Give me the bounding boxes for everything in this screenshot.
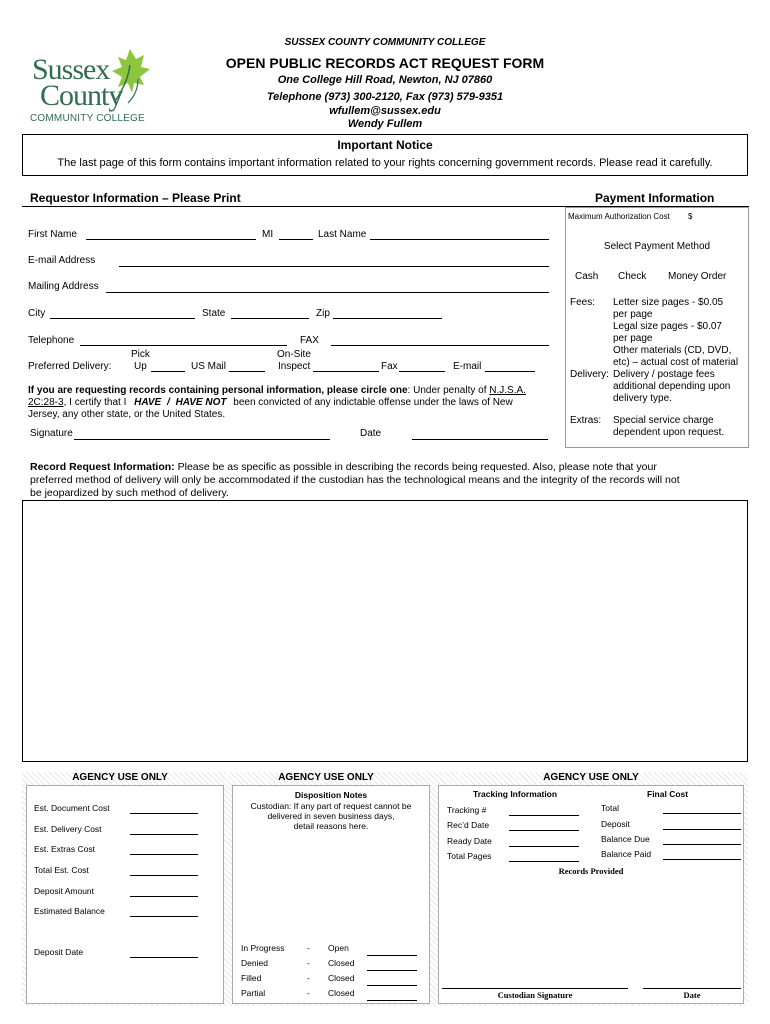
cost-field[interactable] (130, 916, 198, 917)
cost-field[interactable] (130, 957, 198, 958)
status-label: Filled (241, 973, 262, 983)
cost-label: Est. Delivery Cost (34, 824, 102, 834)
fax-option: Fax (381, 361, 398, 372)
email-label: E-mail Address (28, 255, 96, 266)
final-label: Total (601, 803, 619, 813)
logo-word-county: County (40, 79, 123, 112)
extras-line: dependent upon request. (613, 427, 725, 438)
inspect-field[interactable] (313, 371, 379, 372)
important-notice (22, 134, 748, 176)
tracking-label: Tracking # (447, 805, 487, 815)
cost-label: Est. Extras Cost (34, 844, 95, 854)
tracking-field[interactable] (509, 830, 579, 831)
last-name-label: Last Name (318, 229, 367, 240)
have-option[interactable]: HAVE (134, 397, 162, 408)
final-field[interactable] (663, 813, 741, 814)
status-dash: - (307, 988, 310, 998)
tracking-label: Rec’d Date (447, 820, 490, 830)
onsite-label: On-Site (277, 349, 311, 360)
delivery-line: delivery type. (613, 393, 672, 404)
status-label: Denied (241, 958, 268, 968)
cost-field[interactable] (130, 834, 198, 835)
extras-list (613, 415, 724, 439)
have-slash: / (167, 397, 170, 408)
form-title: OPEN PUBLIC RECORDS ACT REQUEST FORM (225, 55, 545, 71)
certify-text: , I certify that I (63, 397, 127, 408)
tracking-field[interactable] (509, 846, 579, 847)
zip-label: Zip (316, 308, 330, 319)
njsa-text: N.J.S.A. (489, 385, 526, 396)
fees-label: Fees: (570, 297, 596, 308)
date-label: Date (360, 428, 382, 439)
first-name-label: First Name (28, 229, 77, 240)
fax-field[interactable] (331, 345, 549, 346)
state-label: State (202, 308, 226, 319)
status-value: Closed (328, 973, 355, 983)
offense-text: been convicted of any indictable offense under the laws of New (233, 397, 513, 408)
pick-label: Pick (131, 349, 150, 360)
usmail-option: US Mail (191, 361, 227, 372)
college-name: SUSSEX COUNTY COMMUNITY COLLEGE (284, 37, 486, 48)
pay-check[interactable]: Check (618, 271, 647, 282)
max-auth-dollar: $ (688, 212, 693, 221)
status-dash: - (307, 973, 310, 983)
payment-title: Payment Information (595, 191, 715, 205)
telephone-field[interactable] (80, 345, 287, 346)
mi-field[interactable] (279, 239, 313, 240)
custodian-date-field[interactable] (643, 988, 741, 989)
agency-title-2: AGENCY USE ONLY (278, 772, 374, 783)
fax-option-field[interactable] (399, 371, 445, 372)
fax-label: FAX (300, 335, 319, 346)
extras-label: Extras: (570, 415, 602, 426)
delivery-list (613, 369, 730, 405)
status-label: Partial (241, 988, 266, 998)
inspect-option: Inspect (278, 361, 311, 372)
logo-sub: COMMUNITY COLLEGE (30, 113, 145, 124)
custodian-signature-label: Custodian Signature (497, 990, 573, 1000)
signature-label: Signature (30, 428, 73, 439)
final-field[interactable] (663, 859, 741, 860)
contact-email: wfullem@sussex.edu (329, 105, 441, 117)
tracking-title: Tracking Information (473, 789, 558, 799)
cost-field[interactable] (130, 896, 198, 897)
usmail-field[interactable] (229, 371, 265, 372)
tracking-field[interactable] (509, 815, 579, 816)
fee-line: Legal size pages - $0.07 (613, 321, 722, 332)
have-not-option[interactable]: HAVE NOT (175, 397, 227, 408)
max-auth-label: Maximum Authorization Cost (568, 212, 670, 221)
cost-label: Deposit Date (34, 947, 84, 957)
cost-field[interactable] (130, 813, 198, 814)
final-cost-title: Final Cost (647, 789, 689, 799)
college-logo (30, 45, 170, 127)
record-request-label: Record Request Information: (30, 461, 175, 473)
final-label: Balance Due (601, 834, 650, 844)
final-label: Deposit (601, 819, 630, 829)
agency-cost-panel (26, 785, 224, 1004)
statute-text: 2C:28-3 (28, 397, 64, 408)
fees-list (613, 297, 738, 369)
cost-label: Estimated Balance (34, 906, 105, 916)
pay-money-order[interactable]: Money Order (668, 271, 727, 282)
disposition-title: Disposition Notes (294, 790, 368, 800)
delivery-line: additional depending upon (613, 381, 731, 392)
payment-box (565, 207, 749, 448)
delivery-label: Delivery: (570, 369, 609, 380)
tracking-label: Ready Date (447, 836, 492, 846)
delivery-line: Delivery / postage fees (613, 369, 715, 380)
custodian-date-label: Date (683, 990, 701, 1000)
final-field[interactable] (663, 829, 741, 830)
logo-word-sussex: Sussex (32, 53, 110, 86)
personal-info-line1 (28, 385, 526, 396)
final-label: Balance Paid (601, 849, 652, 859)
agency-tracking-panel (438, 785, 744, 1004)
cost-label: Total Est. Cost (34, 865, 89, 875)
city-field[interactable] (50, 318, 195, 319)
status-value: Closed (328, 988, 355, 998)
email-field[interactable] (119, 266, 549, 267)
pickup-field[interactable] (151, 371, 185, 372)
record-request-textarea[interactable] (22, 500, 748, 762)
status-field[interactable] (367, 955, 417, 956)
disposition-text (233, 801, 429, 831)
personal-info-line2 (28, 397, 513, 408)
state-field[interactable] (231, 318, 309, 319)
contact-name: Wendy Fullem (347, 118, 423, 130)
disposition-line: detail reasons here. (293, 821, 369, 831)
fee-line: etc) – actual cost of material (613, 357, 739, 368)
notice-title: Important Notice (337, 138, 433, 152)
agency-title-3: AGENCY USE ONLY (543, 772, 639, 783)
status-value: Closed (328, 958, 355, 968)
email-option-field[interactable] (485, 371, 535, 372)
personal-info-rest: : Under penalty of (407, 385, 487, 396)
zip-field[interactable] (333, 318, 442, 319)
fee-line: per page (613, 309, 653, 320)
agency-disposition-panel (232, 785, 430, 1004)
final-field[interactable] (663, 844, 741, 845)
cost-label: Est. Document Cost (34, 803, 110, 813)
cost-field[interactable] (130, 854, 198, 855)
status-label: In Progress (241, 943, 285, 953)
mi-label: MI (262, 229, 274, 240)
select-payment-label: Select Payment Method (603, 241, 711, 252)
address: One College Hill Road, Newton, NJ 07860 (277, 74, 493, 86)
record-request-line2: preferred method of delivery will only be accommodated if the custodian has the technological means and the integrity of the records will not (30, 474, 680, 486)
date-field[interactable] (412, 439, 548, 440)
disposition-line: Custodian: If any part of request cannot be (250, 801, 412, 811)
phone-fax: Telephone (973) 300-2120, Fax (973) 579-9351 (266, 91, 504, 103)
record-request-line3: be jeopardized by such method of delivery. (30, 487, 229, 499)
cost-label: Deposit Amount (34, 886, 95, 896)
fee-line: per page (613, 333, 653, 344)
custodian-signature-field[interactable] (442, 988, 628, 989)
city-label: City (28, 308, 46, 319)
cost-field[interactable] (130, 875, 198, 876)
telephone-label: Telephone (28, 335, 75, 346)
agency-title-1: AGENCY USE ONLY (72, 772, 168, 783)
last-name-field[interactable] (370, 239, 549, 240)
status-field[interactable] (367, 985, 417, 986)
mailing-label: Mailing Address (28, 281, 99, 292)
first-name-field[interactable] (86, 239, 256, 240)
fee-line: Other materials (CD, DVD, (613, 345, 732, 356)
status-dash: - (307, 958, 310, 968)
fee-line: Letter size pages - $0.05 (613, 297, 724, 308)
pay-cash[interactable]: Cash (575, 271, 599, 282)
status-field[interactable] (367, 1000, 417, 1001)
record-request-instructions (30, 461, 680, 500)
records-provided-label: Records Provided (558, 866, 624, 876)
requestor-title: Requestor Information – Please Print (30, 191, 241, 205)
status-value: Open (328, 943, 349, 953)
signature-field[interactable] (74, 439, 330, 440)
personal-info-line3: Jersey, any other state, or the United States. (28, 409, 226, 420)
status-field[interactable] (367, 970, 417, 971)
disposition-line: delivered in seven business days, (267, 811, 395, 821)
extras-line: Special service charge (613, 415, 714, 426)
notice-text: The last page of this form contains important information related to your rights concerning government records. Please read it carefully. (57, 157, 713, 169)
personal-info-bold: If you are requesting records containing personal information, please circle one (28, 385, 408, 396)
preferred-delivery-label: Preferred Delivery: (28, 361, 112, 372)
email-option: E-mail (453, 361, 482, 372)
tracking-label: Total Pages (447, 851, 492, 861)
status-dash: - (307, 943, 310, 953)
pickup-option: Up (134, 361, 147, 372)
record-request-line1: Please be as specific as possible in describing the records being requested. Also, please note that your (174, 461, 657, 473)
mailing-field[interactable] (106, 292, 549, 293)
tracking-field[interactable] (509, 861, 579, 862)
